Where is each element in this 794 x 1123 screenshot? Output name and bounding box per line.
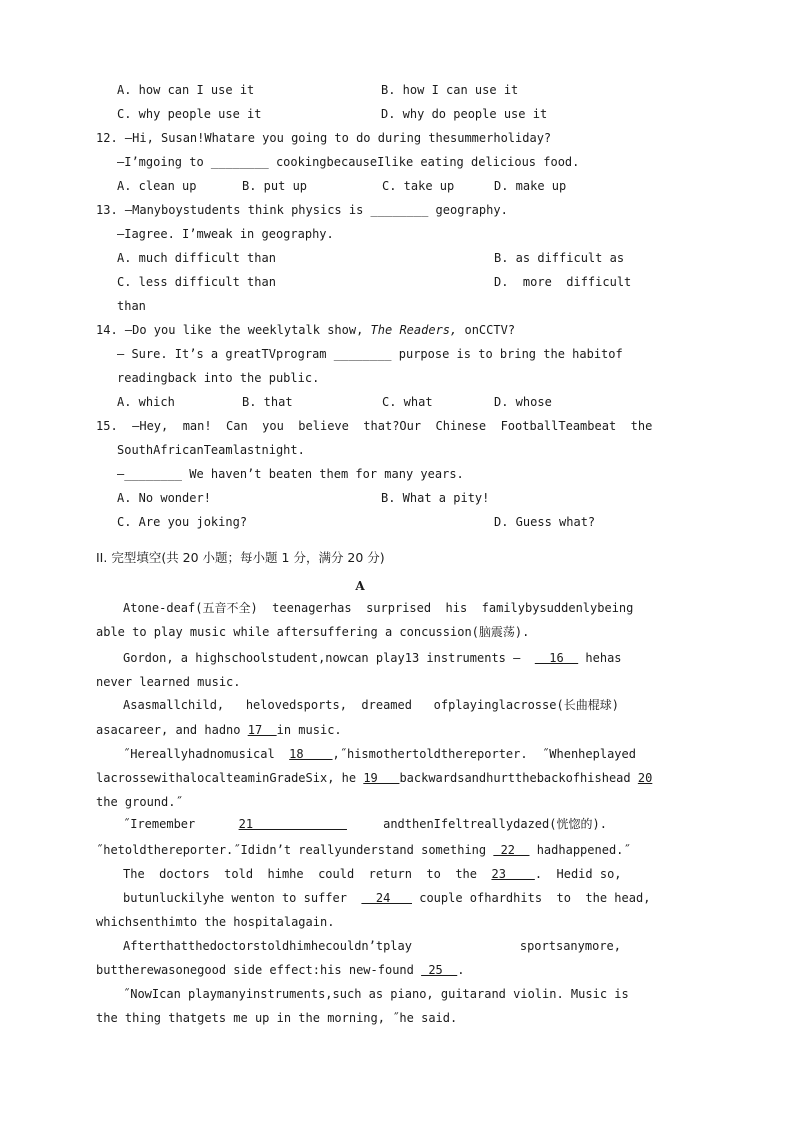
text: ˝hetoldthereporter.˝Ididn’t reallyunderstand something	[96, 843, 494, 857]
q12-line2: —I’mgoing to ________ cookingbecauseIlike eating delicious food.	[117, 155, 580, 169]
q13-stem: 13. —Manyboystudents think physics is ________ geography.	[96, 203, 508, 217]
q11-option-b: B. how I can use it	[381, 83, 519, 97]
blank-21: 21	[238, 817, 347, 831]
q14-option-d: D. whose	[494, 395, 552, 409]
blank-20: 20	[637, 771, 653, 785]
passage-p4-line3: the ground.˝	[96, 795, 183, 809]
blank-23: 23	[491, 867, 535, 881]
text: butunluckilyhe wenton to suffer	[123, 891, 362, 905]
passage-p1-line2: able to play music while aftersuffering a concussion(脑震荡).	[96, 625, 530, 639]
q12-option-c: C. take up	[382, 179, 455, 193]
passage-p7-line1	[123, 938, 621, 954]
q14-stem	[96, 322, 515, 338]
q15-line2: SouthAfricanTeamlastnight.	[117, 443, 305, 457]
passage-p2-line2: never learned music.	[96, 675, 241, 689]
q14-stem-post: onCCTV?	[457, 323, 516, 337]
q12-option-d: D. make up	[494, 179, 567, 193]
text: sportsanymore,	[519, 939, 621, 953]
q12-option-a: A. clean up	[117, 179, 197, 193]
passage-p6-line3: whichsenthimto the hospitalagain.	[96, 915, 335, 929]
q14-line2: — Sure. It’s a greatTVprogram ________ purpose is to bring the habitof	[117, 347, 623, 361]
q15-stem: 15. —Hey, man! Can you believe that?Our Chinese FootballTeambeat the	[96, 419, 653, 433]
text: ,˝hismothertoldthereporter. ˝Whenheplayed	[332, 747, 636, 761]
text: hehas	[578, 651, 622, 665]
text: lacrossewithalocalteaminGradeSix, he	[96, 771, 364, 785]
text: Afterthatthedoctorstoldhimhecouldn’tplay	[123, 939, 412, 953]
text: in music.	[276, 723, 342, 737]
passage-label: A	[355, 579, 365, 593]
q13-option-d-wrap: than	[117, 299, 146, 313]
q13-option-a: A. much difficult than	[117, 251, 276, 265]
text: hadhappened.˝	[529, 843, 631, 857]
passage-p2-line1	[123, 650, 622, 666]
q13-option-c: C. less difficult than	[117, 275, 276, 289]
passage-p5-line1	[123, 816, 607, 832]
q15-line3: —________ We haven’t beaten them for many years.	[117, 467, 464, 481]
q11-option-a: A. how can I use it	[117, 83, 255, 97]
text: couple ofhardhits to the head,	[412, 891, 651, 905]
q15-option-c: C. Are you joking?	[117, 515, 248, 529]
passage-p4-line1	[123, 746, 636, 762]
passage-p4-line2	[96, 770, 652, 786]
blank-25: 25	[421, 963, 458, 977]
q15-option-d: D. Guess what?	[494, 515, 596, 529]
q11-option-c: C. why people use it	[117, 107, 262, 121]
text: buttherewasonegood side effect:his new-found	[96, 963, 422, 977]
passage-p5-line2	[96, 842, 631, 858]
q12-option-b: B. put up	[242, 179, 308, 193]
q14-show-title: The Readers,	[370, 323, 458, 337]
passage-p3-line2	[96, 722, 342, 738]
text: asacareer, and hadno	[96, 723, 248, 737]
q15-option-b: B. What a pity!	[381, 491, 490, 505]
section-heading: II. 完型填空(共 20 小题；每小题 1 分，满分 20 分)	[96, 550, 385, 565]
text: andthenIfeltreallydazed(恍惚的).	[346, 817, 607, 831]
text: Gordon, a highschoolstudent,nowcan play13 instruments —	[123, 651, 535, 665]
q12-stem: 12. —Hi, Susan!Whatare you going to do during thesummerholiday?	[96, 131, 552, 145]
text: The doctors told himhe could return to the	[123, 867, 492, 881]
passage-p6-line2	[123, 890, 650, 906]
blank-24: 24	[361, 891, 412, 905]
passage-p6-line1	[123, 866, 622, 882]
text: .	[457, 963, 465, 977]
q13-option-d: D. more difficult	[494, 275, 632, 289]
passage-p7-line2	[96, 962, 464, 978]
q13-option-b: B. as difficult as	[494, 251, 625, 265]
text: ˝Iremember	[123, 817, 239, 831]
q13-line2: —Iagree. I’mweak in geography.	[117, 227, 334, 241]
q11-option-d: D. why do people use it	[381, 107, 548, 121]
passage-p3-line1: Asasmallchild, helovedsports, dreamed ofplayinglacrosse(长曲棍球)	[123, 698, 619, 712]
q14-option-b: B. that	[242, 395, 293, 409]
passage-p8-line1: ˝NowIcan playmanyinstruments,such as piano, guitarand violin. Music is	[123, 987, 629, 1001]
blank-22: 22	[493, 843, 530, 857]
q14-stem-pre: 14. —Do you like the weeklytalk show,	[96, 323, 371, 337]
q15-option-a: A. No wonder!	[117, 491, 211, 505]
blank-18: 18	[289, 747, 333, 761]
blank-17: 17	[247, 723, 277, 737]
text: ˝Hereallyhadnomusical	[123, 747, 290, 761]
text: backwardsandhurtthebackofhishead	[399, 771, 638, 785]
blank-16: 16	[534, 651, 579, 665]
q14-line3: readingback into the public.	[117, 371, 320, 385]
passage-p8-line2: the thing thatgets me up in the morning, ˝he said.	[96, 1011, 458, 1025]
text: . Hedid so,	[534, 867, 622, 881]
q14-option-a: A. which	[117, 395, 175, 409]
blank-19: 19	[363, 771, 400, 785]
q14-option-c: C. what	[382, 395, 433, 409]
passage-p1-line1: Atone-deaf(五音不全) teenagerhas surprised his familybysuddenlybeing	[123, 601, 634, 615]
